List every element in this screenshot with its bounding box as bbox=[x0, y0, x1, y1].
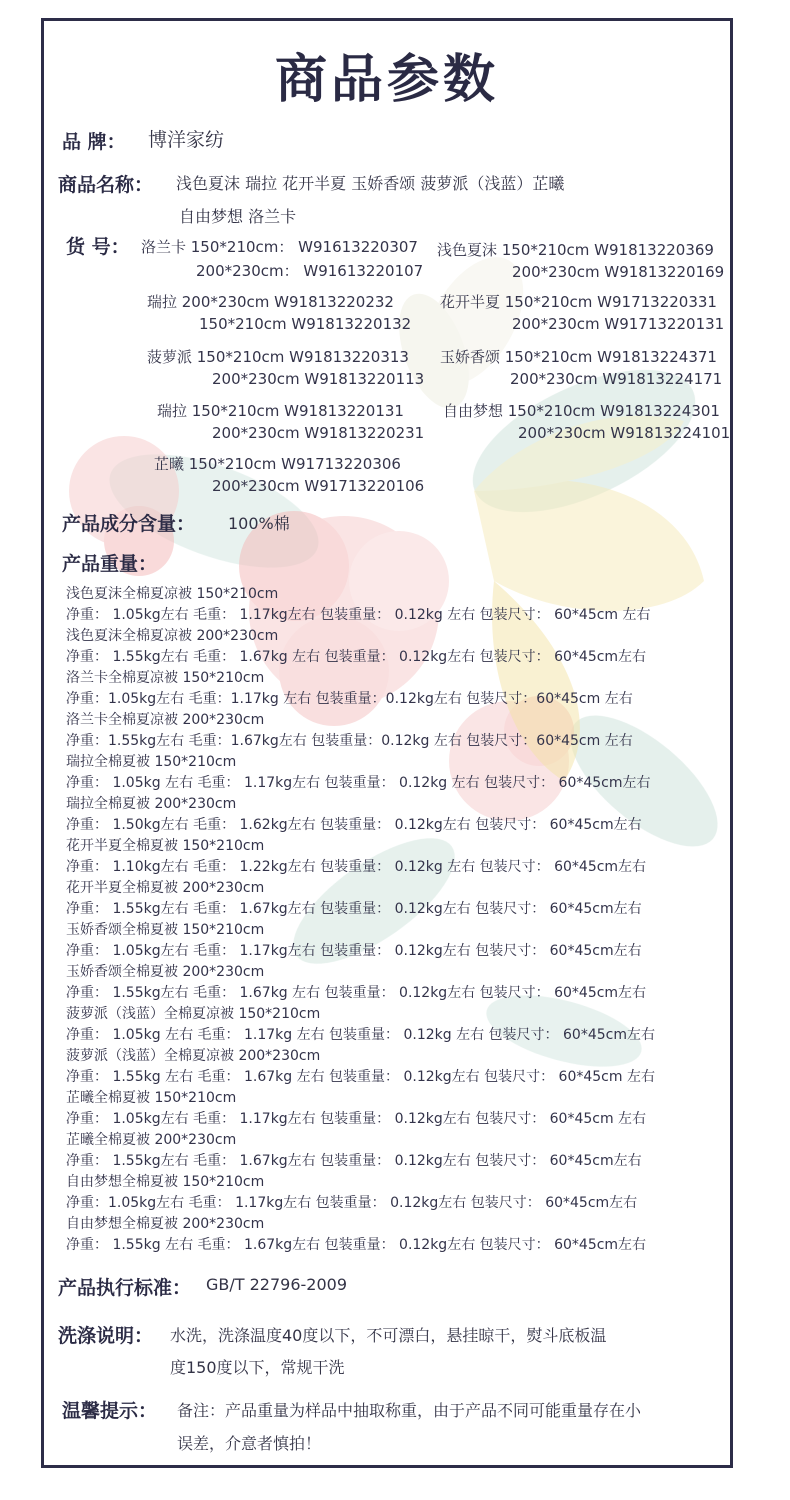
product-name-label: 商品名称： bbox=[58, 174, 154, 196]
weight-line: 净重： 1.55kg 左右 毛重： 1.67kg 左右 包装重量： 0.12kg左右 包装尺寸： 60*45cm 左右 bbox=[66, 1069, 655, 1085]
weight-line: 净重：1.55kg左右 毛重：1.67kg左右 包装重量：0.12kg 左右 包装尺寸：60*45cm 左右 bbox=[66, 733, 633, 749]
product-name-line-2: 自由梦想 洛兰卡 bbox=[179, 207, 297, 226]
washing-label: 洗涤说明： bbox=[58, 1325, 154, 1347]
item-no-line: 芷曦 150*210cm W91713220306 bbox=[154, 455, 401, 473]
product-name-line-1: 浅色夏沫 瑞拉 花开半夏 玉娇香颂 菠萝派（浅蓝）芷曦 bbox=[176, 174, 565, 193]
standard-label: 产品执行标准： bbox=[58, 1277, 192, 1299]
item-no-line: 自由梦想 150*210cm W91813224301 bbox=[443, 402, 720, 420]
standard-value: GB/T 22796-2009 bbox=[206, 1275, 348, 1294]
weight-line: 净重： 1.55kg左右 毛重： 1.67kg左右 包装重量： 0.12kg左右 包装尺寸： 60*45cm左右 bbox=[66, 1153, 642, 1169]
weight-line: 浅色夏沫全棉夏凉被 200*230cm bbox=[66, 628, 279, 644]
composition-value: 100%棉 bbox=[228, 514, 290, 533]
weight-line: 芷曦全棉夏被 150*210cm bbox=[66, 1090, 237, 1106]
weight-line: 瑞拉全棉夏被 200*230cm bbox=[66, 796, 237, 812]
parameter-card bbox=[41, 18, 733, 1468]
tip-label: 温馨提示： bbox=[62, 1400, 158, 1422]
weight-line: 净重：1.05kg左右 毛重：1.17kg 左右 包装重量：0.12kg左右 包装尺寸：60*45cm 左右 bbox=[66, 691, 633, 707]
washing-line-1: 水洗，洗涤温度40度以下，不可漂白，悬挂晾干，熨斗底板温 bbox=[170, 1326, 607, 1345]
weight-line: 净重： 1.05kg左右 毛重： 1.17kg左右 包装重量： 0.12kg 左右 包装尺寸： 60*45cm 左右 bbox=[66, 607, 651, 623]
weight-line: 瑞拉全棉夏被 150*210cm bbox=[66, 754, 237, 770]
weight-line: 玉娇香颂全棉夏被 200*230cm bbox=[66, 964, 265, 980]
item-no-line: 200*230cm： W91613220107 bbox=[196, 262, 424, 280]
item-no-line: 200*230cm W91713220106 bbox=[212, 477, 425, 495]
weight-label: 产品重量： bbox=[62, 553, 158, 575]
weight-line: 花开半夏全棉夏被 200*230cm bbox=[66, 880, 265, 896]
weight-line: 菠萝派（浅蓝）全棉夏凉被 200*230cm bbox=[66, 1048, 321, 1064]
item-no-line: 150*210cm W91813220132 bbox=[199, 315, 412, 333]
item-no-line: 花开半夏 150*210cm W91713220331 bbox=[440, 293, 717, 311]
weight-line: 玉娇香颂全棉夏被 150*210cm bbox=[66, 922, 265, 938]
item-no-line: 200*230cm W91713220131 bbox=[512, 315, 725, 333]
item-no-line: 200*230cm W91813220169 bbox=[512, 263, 725, 281]
brand-value: 博洋家纺 bbox=[148, 129, 225, 151]
item-no-line: 200*230cm W91813224101 bbox=[518, 424, 731, 442]
weight-line: 洛兰卡全棉夏凉被 150*210cm bbox=[66, 670, 265, 686]
composition-label: 产品成分含量： bbox=[62, 513, 196, 535]
weight-line: 浅色夏沫全棉夏凉被 150*210cm bbox=[66, 586, 279, 602]
weight-line: 自由梦想全棉夏被 200*230cm bbox=[66, 1216, 265, 1232]
weight-line: 菠萝派（浅蓝）全棉夏凉被 150*210cm bbox=[66, 1006, 321, 1022]
item-no-label: 货 号： bbox=[66, 236, 130, 258]
tip-line-2: 误差，介意者慎拍！ bbox=[177, 1434, 322, 1453]
item-no-line: 200*230cm W91813224171 bbox=[510, 370, 723, 388]
weight-line: 自由梦想全棉夏被 150*210cm bbox=[66, 1174, 265, 1190]
weight-line: 净重： 1.55kg左右 毛重： 1.67kg 左右 包装重量： 0.12kg左右 包装尺寸： 60*45cm左右 bbox=[66, 985, 647, 1001]
item-no-line: 200*230cm W91813220231 bbox=[212, 424, 425, 442]
weight-line: 净重： 1.05kg左右 毛重： 1.17kg左右 包装重量： 0.12kg左右 包装尺寸： 60*45cm 左右 bbox=[66, 1111, 647, 1127]
item-no-line: 200*230cm W91813220113 bbox=[212, 370, 425, 388]
page-title: 商品参数 bbox=[274, 50, 499, 110]
weight-line: 芷曦全棉夏被 200*230cm bbox=[66, 1132, 237, 1148]
weight-line: 净重：1.05kg左右 毛重： 1.17kg左右 包装重量： 0.12kg左右 包装尺寸： 60*45cm左右 bbox=[66, 1195, 638, 1211]
weight-line: 洛兰卡全棉夏凉被 200*230cm bbox=[66, 712, 265, 728]
item-no-line: 瑞拉 150*210cm W91813220131 bbox=[157, 402, 404, 420]
weight-line: 净重： 1.05kg左右 毛重： 1.17kg左右 包装重量： 0.12kg左右 包装尺寸： 60*45cm左右 bbox=[66, 943, 642, 959]
weight-line: 净重： 1.55kg左右 毛重： 1.67kg左右 包装重量： 0.12kg左右 包装尺寸： 60*45cm左右 bbox=[66, 901, 642, 917]
washing-line-2: 度150度以下，常规干洗 bbox=[170, 1358, 345, 1377]
weight-line: 花开半夏全棉夏被 150*210cm bbox=[66, 838, 265, 854]
item-no-line: 洛兰卡 150*210cm： W91613220307 bbox=[141, 238, 418, 256]
item-no-line: 玉娇香颂 150*210cm W91813224371 bbox=[440, 348, 717, 366]
weight-line: 净重： 1.05kg 左右 毛重： 1.17kg 左右 包装重量： 0.12kg 左右 包装尺寸： 60*45cm左右 bbox=[66, 1027, 655, 1043]
weight-line: 净重： 1.10kg左右 毛重： 1.22kg左右 包装重量： 0.12kg 左右 包装尺寸： 60*45cm左右 bbox=[66, 859, 647, 875]
weight-line: 净重： 1.55kg 左右 毛重： 1.67kg左右 包装重量： 0.12kg左右 包装尺寸： 60*45cm左右 bbox=[66, 1237, 647, 1253]
brand-label: 品 牌： bbox=[62, 131, 126, 153]
weight-line: 净重： 1.55kg左右 毛重： 1.67kg 左右 包装重量： 0.12kg左右 包装尺寸： 60*45cm左右 bbox=[66, 649, 647, 665]
item-no-line: 瑞拉 200*230cm W91813220232 bbox=[147, 293, 394, 311]
weight-line: 净重： 1.05kg 左右 毛重： 1.17kg左右 包装重量： 0.12kg 左右 包装尺寸： 60*45cm左右 bbox=[66, 775, 651, 791]
item-no-line: 菠萝派 150*210cm W91813220313 bbox=[147, 348, 409, 366]
tip-line-1: 备注：产品重量为样品中抽取称重，由于产品不同可能重量存在小 bbox=[177, 1401, 642, 1420]
item-no-line: 浅色夏沫 150*210cm W91813220369 bbox=[437, 241, 714, 259]
weight-line: 净重： 1.50kg左右 毛重： 1.62kg左右 包装重量： 0.12kg左右 包装尺寸： 60*45cm左右 bbox=[66, 817, 642, 833]
